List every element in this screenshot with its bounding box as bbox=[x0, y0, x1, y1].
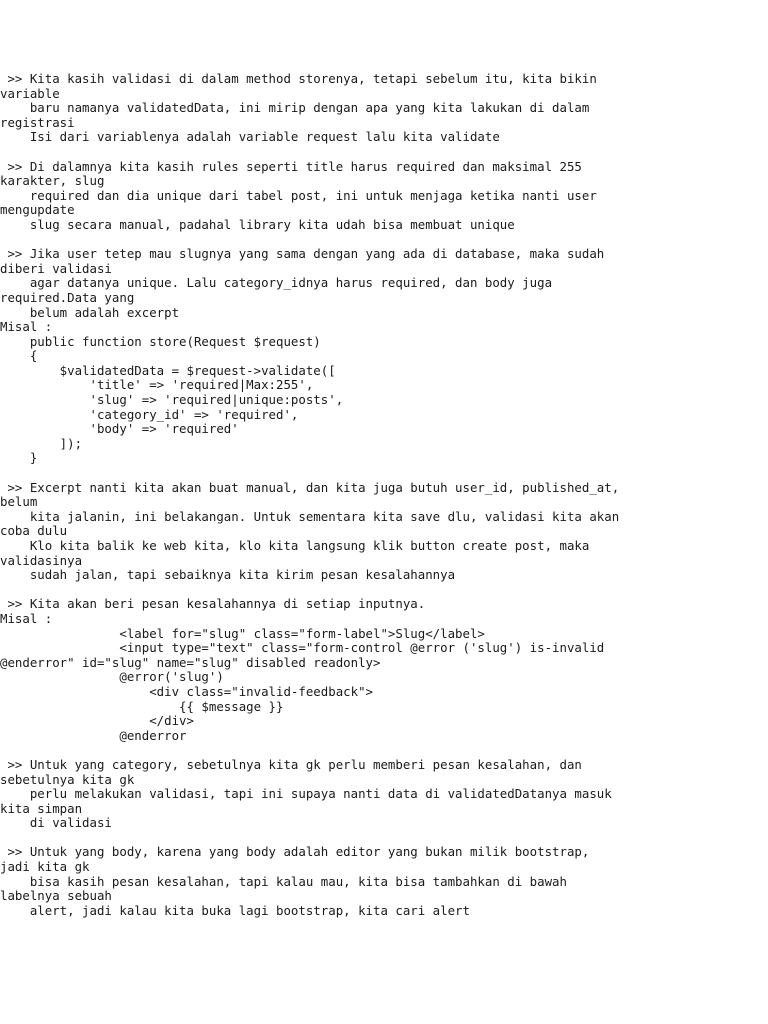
blank-line bbox=[0, 831, 768, 846]
code-line: <input type="text" class="form-control @error ('slug') is-invalid bbox=[0, 640, 605, 656]
text-line: agar datanya unique. Lalu category_idnya harus required, dan body juga bbox=[0, 275, 553, 291]
code-line: @enderror" id="slug" name="slug" disabled readonly> bbox=[0, 654, 381, 670]
text-line: registrasi bbox=[0, 114, 75, 130]
text-line: Misal : bbox=[0, 610, 53, 626]
code-line: { bbox=[0, 348, 38, 364]
blank-line bbox=[0, 583, 768, 598]
text-line: >> Kita akan beri pesan kesalahannya di setiap inputnya. bbox=[0, 596, 426, 612]
text-line: diberi validasi bbox=[0, 260, 112, 276]
text-line: karakter, slug bbox=[0, 173, 105, 189]
text-line: required.Data yang bbox=[0, 289, 135, 305]
code-line: {{ $message }} bbox=[0, 698, 284, 714]
code-line: <label for="slug" class="form-label">Slug</label> bbox=[0, 625, 485, 641]
code-line: 'slug' => 'required|unique:posts', bbox=[0, 392, 344, 408]
text-line: Klo kita balik ke web kita, klo kita langsung klik button create post, maka bbox=[0, 538, 590, 553]
text-line: slug secara manual, padahal library kita udah bisa membuat unique bbox=[0, 216, 515, 232]
blank-line bbox=[0, 743, 768, 758]
code-line: ]); bbox=[0, 435, 83, 451]
code-line: } bbox=[0, 450, 38, 466]
text-line: kita jalanin, ini belakangan. Untuk sementara kita save dlu, validasi kita akan bbox=[0, 508, 620, 524]
text-line: belum adalah excerpt bbox=[0, 304, 180, 320]
text-line: >> Jika user tetep mau slugnya yang sama dengan yang ada di database, maka sudah bbox=[0, 246, 605, 262]
blank-line bbox=[0, 145, 768, 160]
text-line: perlu melakukan validasi, tapi ini supaya nanti data di validatedDatanya masuk bbox=[0, 786, 612, 802]
text-line: mengupdate bbox=[0, 202, 75, 218]
text-line: baru namanya validatedData, ini mirip dengan apa yang kita lakukan di dalam bbox=[0, 100, 590, 116]
text-line: required dan dia unique dari tabel post, ini untuk menjaga ketika nanti user bbox=[0, 187, 597, 203]
text-line: alert, jadi kalau kita buka lagi bootstrap, kita cari alert bbox=[0, 902, 470, 918]
text-line: >> Di dalamnya kita kasih rules seperti title harus required dan maksimal 255 bbox=[0, 158, 582, 174]
text-line: variable bbox=[0, 85, 60, 101]
text-line: labelnya sebuah bbox=[0, 888, 112, 904]
code-line: $validatedData = $request->validate([ bbox=[0, 362, 336, 378]
code-line: 'category_id' => 'required', bbox=[0, 406, 299, 422]
blank-line bbox=[0, 466, 768, 481]
code-line: </div> bbox=[0, 713, 194, 729]
text-line: jadi kita gk bbox=[0, 859, 90, 875]
text-line: >> Untuk yang category, sebetulnya kita gk perlu memberi pesan kesalahan, dan bbox=[0, 756, 582, 772]
text-line: Isi dari variablenya adalah variable request lalu kita validate bbox=[0, 129, 500, 145]
document-page bbox=[0, 72, 768, 918]
text-line: belum bbox=[0, 494, 38, 510]
text-line: coba dulu bbox=[0, 523, 68, 539]
code-line: @error('slug') bbox=[0, 669, 224, 685]
text-line: Misal : bbox=[0, 319, 53, 335]
blank-line bbox=[0, 233, 768, 248]
code-line: 'title' => 'required|Max:255', bbox=[0, 377, 314, 393]
text-line: sudah jalan, tapi sebaiknya kita kirim pesan kesalahannya bbox=[0, 567, 456, 583]
code-line: <div class="invalid-feedback"> bbox=[0, 683, 373, 699]
text-line: di validasi bbox=[0, 815, 112, 831]
text-line: >> Untuk yang body, karena yang body adalah editor yang bukan milik bootstrap, bbox=[0, 844, 590, 860]
text-line: kita simpan bbox=[0, 800, 83, 816]
code-line: @enderror bbox=[0, 727, 187, 743]
text-line: validasinya bbox=[0, 552, 83, 568]
code-line: public function store(Request $request) bbox=[0, 333, 321, 349]
text-line: >> Excerpt nanti kita akan buat manual, dan kita juga butuh user_id, published_at, bbox=[0, 479, 620, 495]
text-line: bisa kasih pesan kesalahan, tapi kalau mau, kita bisa tambahkan di bawah bbox=[0, 873, 567, 889]
text-line: >> Kita kasih validasi di dalam method storenya, tetapi sebelum itu, kita bikin bbox=[0, 71, 597, 86]
code-line: 'body' => 'required' bbox=[0, 421, 239, 437]
text-line: sebetulnya kita gk bbox=[0, 771, 135, 787]
